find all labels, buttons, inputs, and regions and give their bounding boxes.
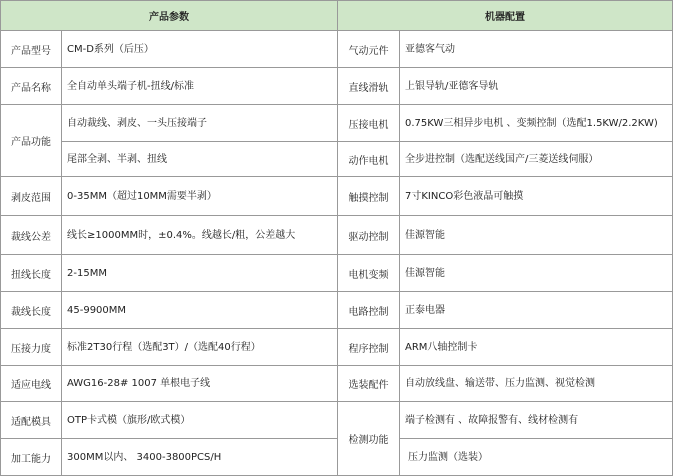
value-product-name: 全自动单头端子机-扭线/标准 [62,68,338,105]
label-product-function: 产品功能 [0,105,62,177]
label-motor-inverter: 电机变频 [338,255,400,292]
label-applicable-wire: 适应电线 [0,366,62,402]
label-program-control: 程序控制 [338,329,400,366]
value-circuit-control: 正泰电器 [400,292,673,329]
label-pneumatic: 气动元件 [338,31,400,68]
label-action-motor: 动作电机 [338,142,400,177]
value-applicable-die: OTP卡式模（旗形/欧式模） [62,402,338,439]
value-product-function-2: 尾部全剥、半剥、扭线 [62,142,338,177]
value-detection-function-2: 压力监测（选装） [400,439,673,476]
value-drive-control: 佳源智能 [400,216,673,255]
value-twist-length: 2-15MM [62,255,338,292]
value-applicable-wire: AWG16-28# 1007 单根电子线 [62,366,338,402]
value-detection-function-1: 端子检测有 、故障报警有、线材检测有 [400,402,673,439]
label-processing-capacity: 加工能力 [0,439,62,476]
label-drive-control: 驱动控制 [338,216,400,255]
label-linear-rail: 直线滑轨 [338,68,400,105]
value-strip-range: 0-35MM（超过10MM需要半剥） [62,177,338,216]
header-product-params: 产品参数 [0,0,338,31]
label-crimp-motor: 压接电机 [338,105,400,142]
header-machine-config: 机器配置 [338,0,673,31]
value-touch-control: 7寸KINCO彩色液晶可触摸 [400,177,673,216]
value-cut-tolerance: 线长≥1000MM时，±0.4%。线越长/粗，公差越大 [62,216,338,255]
value-cut-length: 45-9900MM [62,292,338,329]
label-cut-tolerance: 裁线公差 [0,216,62,255]
label-applicable-die: 适配模具 [0,402,62,439]
value-product-function-1: 自动裁线、剥皮、一头压接端子 [62,105,338,142]
label-strip-range: 剥皮范围 [0,177,62,216]
label-product-model: 产品型号 [0,31,62,68]
label-circuit-control: 电路控制 [338,292,400,329]
value-optional-parts: 自动放线盘、输送带、压力监测、视觉检测 [400,366,673,402]
label-detection-function: 检测功能 [338,402,400,476]
value-product-model: CM-D系列（后压） [62,31,338,68]
label-touch-control: 触摸控制 [338,177,400,216]
value-program-control: ARM八轴控制卡 [400,329,673,366]
value-pneumatic: 亚德客气动 [400,31,673,68]
label-product-name: 产品名称 [0,68,62,105]
label-twist-length: 扭线长度 [0,255,62,292]
label-optional-parts: 选装配件 [338,366,400,402]
value-processing-capacity: 300MM以内、 3400-3800PCS/H [62,439,338,476]
label-cut-length: 裁线长度 [0,292,62,329]
label-crimp-force: 压接力度 [0,329,62,366]
value-crimp-motor: 0.75KW三相异步电机 、变频控制（选配1.5KW/2.2KW) [400,105,673,142]
value-crimp-force: 标准2T30行程（选配3T）/（选配40行程） [62,329,338,366]
value-action-motor: 全步进控制（选配送线国产/三菱送线伺服） [400,142,673,177]
value-linear-rail: 上银导轨/亚德客导轨 [400,68,673,105]
value-motor-inverter: 佳源智能 [400,255,673,292]
